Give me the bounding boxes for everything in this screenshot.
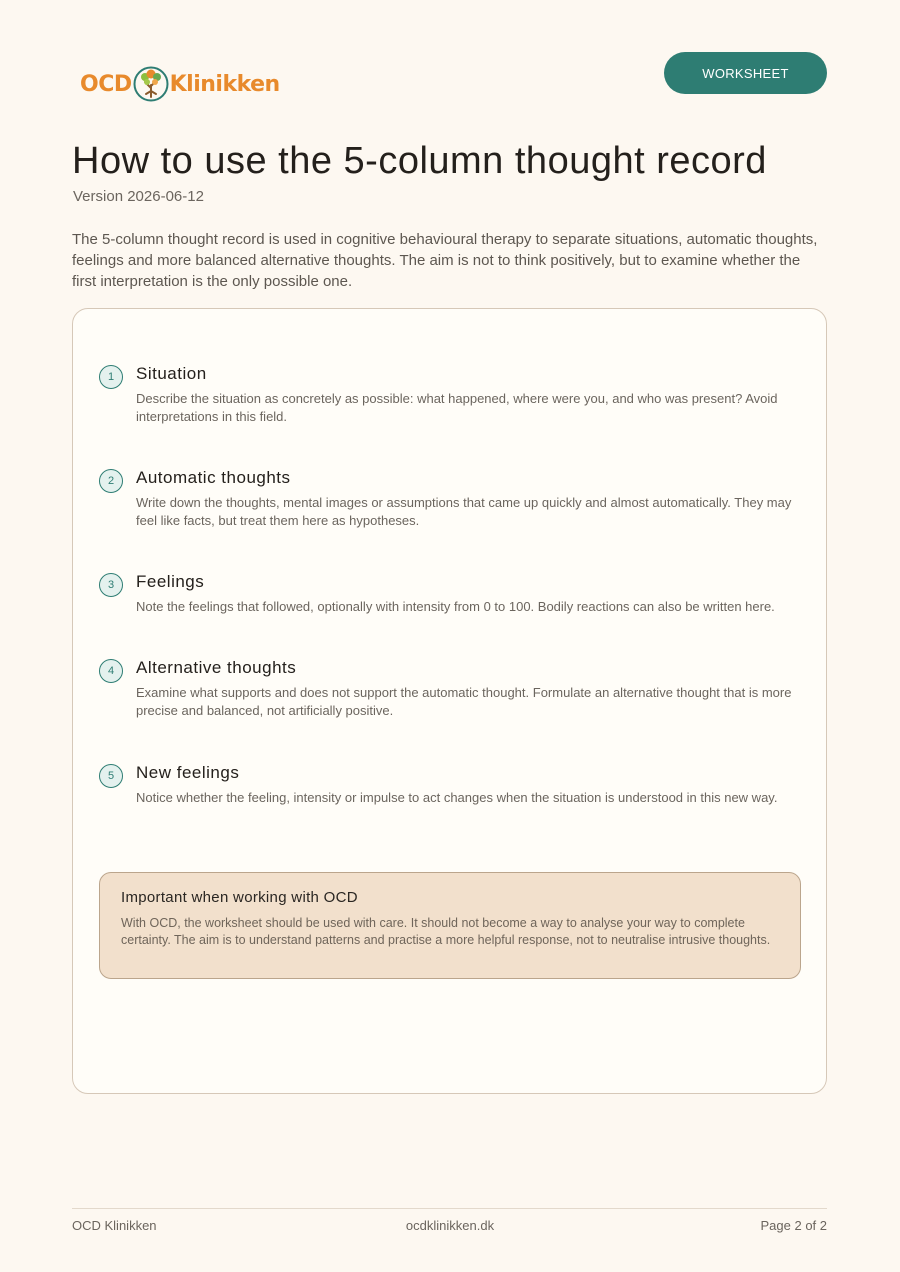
note-title: Important when working with OCD <box>121 889 358 906</box>
step-description: Note the feelings that followed, optionally with intensity from 0 to 100. Bodily reactions can also be written here. <box>136 599 775 614</box>
footer-website: ocdklinikken.dk <box>405 1218 495 1233</box>
logo-text-ocd: OCD <box>80 71 132 97</box>
step-number-badge: 1 <box>99 365 123 389</box>
step-number-badge: 3 <box>99 573 123 597</box>
footer-divider <box>72 1208 827 1209</box>
step-heading: New feelings <box>136 763 240 782</box>
step-heading: Automatic thoughts <box>136 468 291 487</box>
steps-card <box>72 308 827 1094</box>
worksheet-badge: WORKSHEET <box>664 52 827 94</box>
step-number-badge: 5 <box>99 764 123 788</box>
step-number-badge: 4 <box>99 659 123 683</box>
intro-paragraph: The 5-column thought record is used in cognitive behavioural therapy to separate situations, automatic thoughts, feelings and more balanced alternative thoughts. The aim is not to think positively, but to examine whether the first interpretation is the only possible one. <box>72 231 818 290</box>
footer-page-number: Page 2 of 2 <box>760 1218 827 1233</box>
step-description: Describe the situation as concretely as possible: what happened, where were you, and who was present? Avoid interpretations in this field. <box>136 391 778 424</box>
ocd-note-box <box>99 872 801 979</box>
note-body: With OCD, the worksheet should be used with care. It should not become a way to analyse your way to complete certainty. The aim is to understand patterns and practise a more helpful response, not to neutralise intrusive thoughts. <box>121 916 771 947</box>
step-heading: Feelings <box>136 572 205 591</box>
logo <box>80 62 280 106</box>
logo-text-klinikken: Klinikken <box>169 71 280 97</box>
step-heading: Situation <box>136 364 207 383</box>
footer-org-name: OCD Klinikken <box>72 1218 157 1233</box>
step-number-badge: 2 <box>99 469 123 493</box>
step-description: Write down the thoughts, mental images or assumptions that came up quickly and almost automatically. They may feel like facts, but treat them here as hypotheses. <box>136 495 792 528</box>
step-heading: Alternative thoughts <box>136 658 297 677</box>
page-title: How to use the 5-column thought record <box>72 140 767 182</box>
step-description: Notice whether the feeling, intensity or impulse to act changes when the situation is understood in this new way. <box>136 790 778 805</box>
tree-icon <box>133 64 169 104</box>
version-label: Version 2026-06-12 <box>73 188 204 205</box>
step-description: Examine what supports and does not support the automatic thought. Formulate an alternative thought that is more precise and balanced, not artificially positive. <box>136 685 792 718</box>
